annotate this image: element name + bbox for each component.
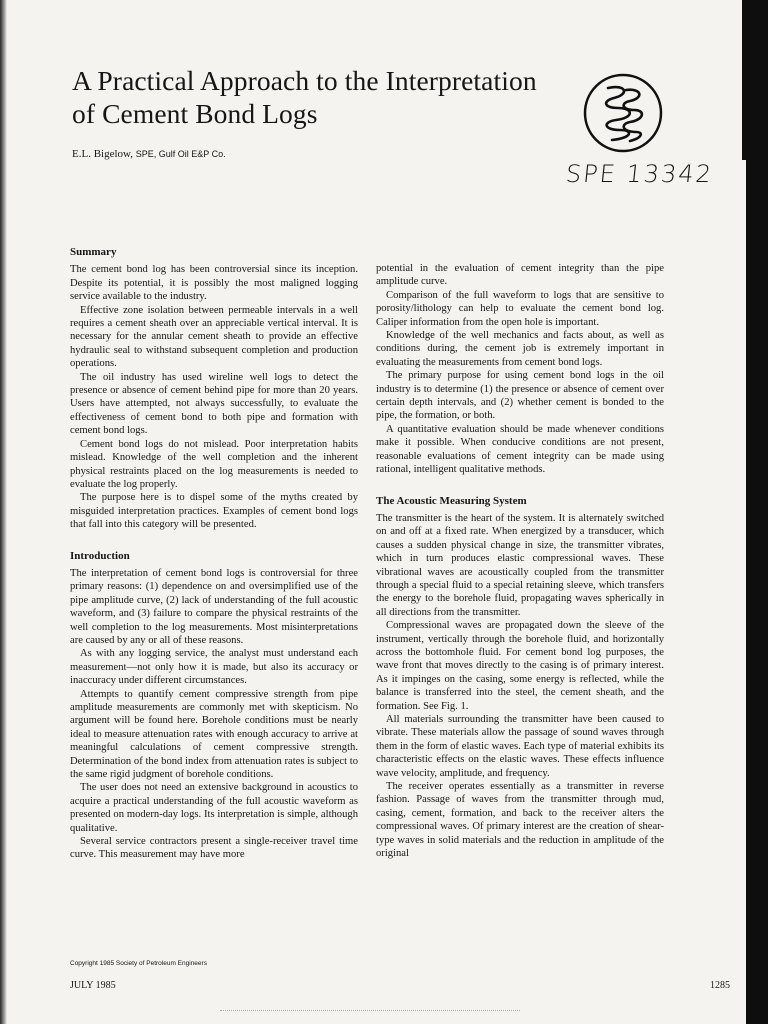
- scan-edge-left: [0, 0, 7, 1024]
- summary-paragraph: The cement bond log has been controversial since its inception. Despite its potential, it is possibly the most maligned logging service available to the industry.: [70, 264, 358, 303]
- body-paragraph: Comparison of the full waveform to logs that are sensitive to porosity/lithology can help to evaluate the cement bond log. Caliper information from the open hole is important.: [376, 289, 664, 328]
- paper-title: A Practical Approach to the Interpretation of Cement Bond Logs: [72, 65, 537, 129]
- body-paragraph: All materials surrounding the transmitter have been caused to vibrate. These materials allow the passage of sound waves through them in the form of elastic waves. Each type of material exhibits its characteristic effects on the elastic waves. These effects influence wave velocity, amplitude, and frequency.: [376, 714, 664, 779]
- page-number: 1285: [710, 980, 730, 991]
- paper-number-handwritten: SPE 13342: [564, 160, 715, 188]
- body-paragraph: The primary purpose for using cement bond logs in the oil industry is to determine (1) the presence or absence of cement over certain depth intervals, and (2) whether cement is bonded to the pipe, the formation, or both.: [376, 370, 664, 422]
- summary-paragraph: Effective zone isolation between permeable intervals in a well requires a cement sheath over an appreciable vertical interval. It is necessary for the annular cement sheath to provide an effective hydraulic seal to withstand subsequent completion and production operations.: [70, 304, 358, 370]
- introduction-paragraph: The user does not need an extensive background in acoustics to acquire a practical understanding of the full acoustic waveform as presented on modern-day logs. Its interpretation is simple, although qualitative.: [70, 782, 358, 834]
- right-column: [376, 262, 664, 860]
- summary-paragraph: The oil industry has used wireline well logs to detect the presence or absence of cement behind pipe for more than 20 years. Users have attempted, not always successfully, to evaluate the effectiveness of cement bond to both pipe and formation with cement bond logs.: [70, 371, 358, 437]
- body-paragraph: Compressional waves are propagated down the sleeve of the instrument, vertically through the borehole fluid, and horizontally across the bottomhole fluid. For cement bond log purposes, the wave front that moves directly to the casing is of primary interest. As it impinges on the casing, some energy is reflected, while the balance is transferred into the steel, the cement sheath, and the formation. See Fig. 1.: [376, 620, 664, 712]
- body-paragraph: Knowledge of the well mechanics and facts about, as well as conditions during, the cement job is extremely important in evaluating the measurements from cement bond logs.: [376, 330, 664, 368]
- body-paragraph: A quantitative evaluation should be made whenever conditions make it possible. When conducive conditions are not present, reasonable evaluations of cement integrity can be made using rational, intelligent qualitative methods.: [376, 423, 664, 476]
- left-column: [70, 246, 358, 862]
- acoustic-system-heading: The Acoustic Measuring System: [376, 494, 527, 507]
- summary-paragraph: The purpose here is to dispel some of the myths created by misguided interpretation practices. Examples of cement bond logs that fall into this category will be presented.: [70, 492, 358, 531]
- introduction-heading: Introduction: [70, 549, 130, 562]
- issue-date: JULY 1985: [70, 980, 116, 991]
- continued-paragraph: potential in the evaluation of cement integrity than the pipe amplitude curve.: [376, 263, 664, 288]
- scan-edge-right-top: [742, 0, 768, 160]
- introduction-paragraph: Several service contractors present a single-receiver travel time curve. This measurement may have more: [70, 836, 358, 861]
- summary-heading: Summary: [70, 246, 117, 258]
- author-name: E.L. Bigelow,: [72, 148, 133, 160]
- spe-seal-icon: [578, 68, 668, 158]
- introduction-paragraph: As with any logging service, the analyst must understand each measurement—not only how it is made, but also its accuracy or inaccuracy under different circumstances.: [70, 648, 358, 687]
- copyright-notice: Copyright 1985 Society of Petroleum Engineers: [70, 960, 207, 967]
- author-affiliation: SPE, Gulf Oil E&P Co.: [135, 149, 226, 159]
- introduction-paragraph: Attempts to quantify cement compressive strength from pipe amplitude measurements are commonly met with skepticism. No argument will be found here. Borehole conditions must be nearly ideal to measure attenuation rates with enough accuracy to arrive at meaningful calculations of cement compressive strength. Determination of the bond index from attenuation rates is subject to the same rigid judgment of borehole conditions.: [70, 688, 358, 781]
- author-line: [72, 148, 226, 160]
- body-paragraph: The receiver operates essentially as a transmitter in reverse fashion. Passage of waves from the transmitter through mud, casing, cement, formation, and back to the receiver alters the compressional waves. Of primary interest are the creation of shear-type waves in solid materials and the reduction in amplitude of the original: [376, 781, 664, 860]
- body-paragraph: The transmitter is the heart of the system. It is alternately switched on and off at a fixed rate. When energized by a transducer, which causes a sudden physical change in size, the transmitter vibrates, which in turn produces elastic compressional waves. These vibrational waves are acoustically coupled from the transmitter through a special fluid to a special retaining sleeve, which transfers the energy to the borehole fluid, propagating waves spherically in all directions from the transmitter.: [376, 512, 664, 618]
- introduction-paragraph: The interpretation of cement bond logs is controversial for three primary reasons: (1) dependence on and oversimplified use of the pipe amplitude curve, (2) lack of understanding of the full acoustic waveform, and (3) failure to compare the physical restraints of the well completion to the log measurements. Most misinterpretations are caused by any or all of these reasons.: [70, 567, 358, 646]
- scan-artifact: [220, 1010, 520, 1013]
- summary-paragraph: Cement bond logs do not mislead. Poor interpretation habits mislead. Knowledge of the well completion and the inherent physical restraints placed on the log measurements is needed to evaluate the log properly.: [70, 438, 358, 490]
